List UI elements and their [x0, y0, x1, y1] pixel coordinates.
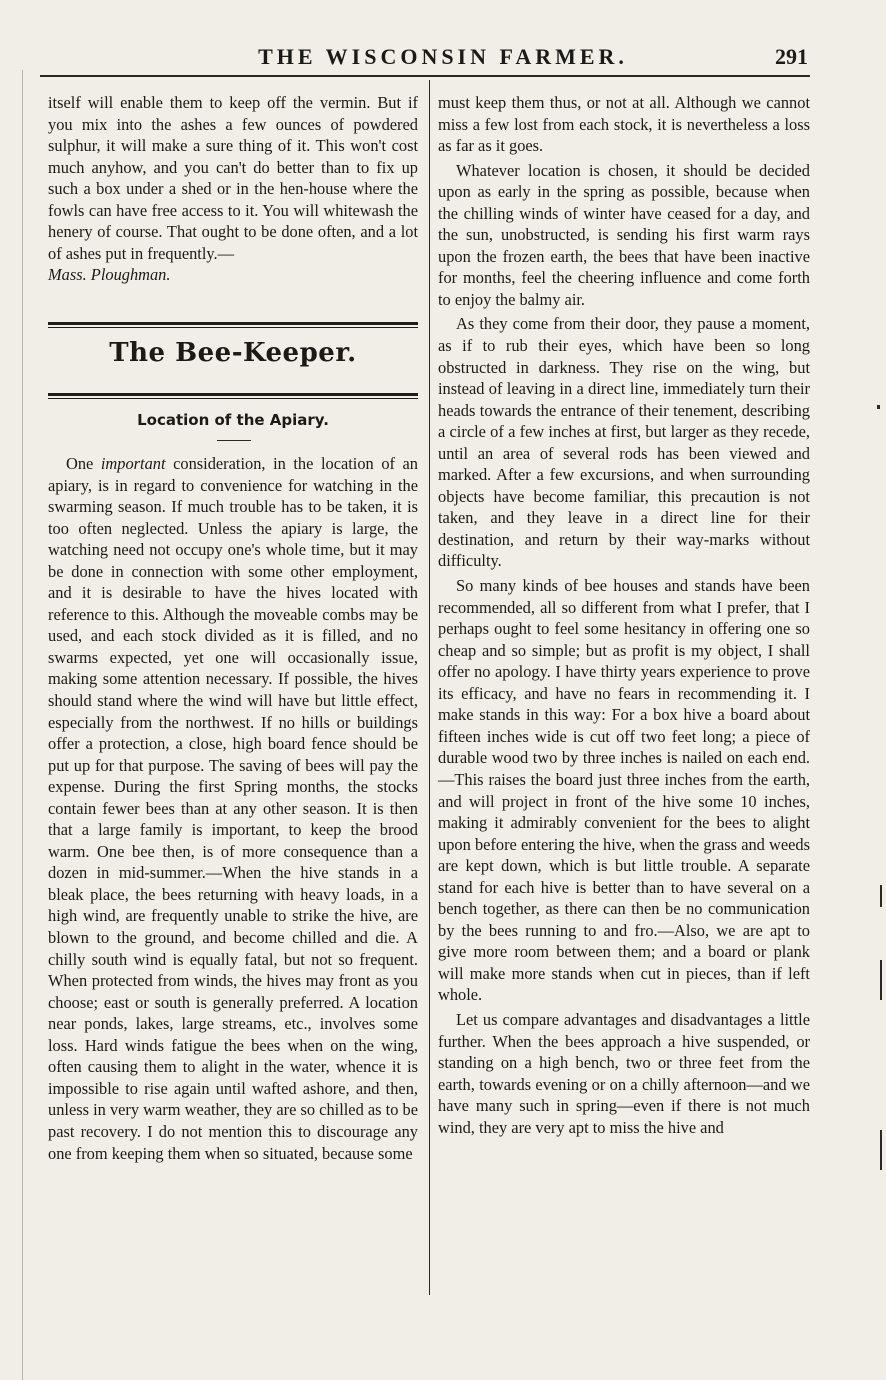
article-text-rest: consideration, in the location of an apiary, is in regard to convenience for watching in the swarming season. If much trouble has to be taken, it is too often neglected. Unless the apiary is large, the watching need not occupy one's whole time, but it may be done in connection with some other employment, and it is desirable to have the hives located with reference to this. Although the moveable combs may be used, and each stock divided as it is filled, and no swarms expected, yet one will occasionally issue, making some attention necessary. If possible, the hives should stand where the wind will have but little effect, especially from the northwest. If no hills or buildings offer a protection, a close, high board fence should be put up for that purpose. The saving of bees will pay the expense. During the first Spring months, the stocks contain fewer bees than at any other season. It is then that a large family is important, to keep the brood warm. One bee then, is of more consequence than a dozen in mid-summer.—When the hive stands in a bleak place, the bees returning with heavy loads, in a high wind, are frequently unable to strike the hive, are blown to the ground, and become chilled and die. A chilly south wind is equally fatal, but not so frequent. When protected from winds, the hives may front as you choose; east or south is generally preferred. A location near ponds, lakes, large streams, etc., involves some loss. Hard winds fatigue the bees when on the wing, often causing them to alight in the water, whence it is impossible to rise again until wafted ashore, and then, unless in very warm weather, they are so chilled as to be past recovery. I do not mention this to discourage any one from keeping them when so situated, because some — [48, 454, 418, 1163]
article-text-start: One — [66, 454, 101, 473]
margin-speck — [880, 885, 882, 907]
page-header — [0, 44, 886, 74]
article-title: Location of the Apiary. — [137, 411, 329, 429]
left-column-intro — [48, 92, 418, 286]
article-paragraph — [48, 453, 418, 1164]
section-rule-top — [48, 322, 418, 328]
left-column-article — [48, 453, 418, 1164]
intro-text: itself will enable them to keep off the vermin. But if you mix into the ashes a few ounces of powdered sulphur, it will make a sure thing of it. This won't cost much anyhow, and you can't do better than to fix up such a box under a shed or in the hen-house where the fowls can have free access to it. You will whitewash the henery of course. That ought to be done often, and a lot of ashes put in frequently.— — [48, 93, 418, 263]
margin-speck — [880, 1130, 882, 1170]
attribution: Mass. Ploughman. — [48, 265, 171, 285]
right-paragraph-5: Let us compare advantages and disadvantages a little further. When the bees approach a hive suspended, or standing on a high bench, two or three feet from the earth, towards evening or on a chilly afternoon—and we have many such in spring—even if there is not much wind, they are very apt to miss the hive and — [438, 1009, 810, 1137]
journal-title: THE WISCONSIN FARMER. — [258, 44, 628, 69]
margin-speck — [877, 405, 880, 409]
article-title-rule — [217, 440, 251, 441]
margin-speck — [880, 960, 882, 1000]
right-column — [438, 92, 810, 1138]
right-paragraph-1: must keep them thus, or not at all. Although we cannot miss a few lost from each stock, it is nevertheless a loss as far as it goes. — [438, 93, 810, 156]
right-paragraph-4: So many kinds of bee houses and stands have been recommended, all so different from what I prefer, that I perhaps ought to feel some hesitancy in offering one so cheap and so simple; but as profit is my object, I shall offer no apology. I have thirty years experience to prove its efficacy, and have no fears in recommending it. I make stands in this way: For a box hive a board about fifteen inches wide is cut off two feet long; a piece of durable wood two by three inches is nailed on each end.—This raises the board just three inches from the earth, and will project in front of the hive some 10 inches, making it admirably convenient for the bees to alight upon before entering the hive, when the grass and weeds are kept down, which is but little trouble. A separate stand for each hive is better than to have several on a bench together, as there can then be no communication by the bees running to and fro.—Also, we are apt to give more room between them; and a board or plank will make more stands when cut in pieces, than if left whole. — [438, 576, 810, 1005]
page-number: 291 — [775, 44, 808, 69]
header-rule — [40, 75, 810, 77]
column-divider — [429, 80, 430, 1295]
page-edge-line — [22, 70, 23, 1380]
article-emphasis: important — [100, 454, 166, 473]
section-title: The Bee-Keeper. — [109, 338, 357, 368]
right-paragraph-2: Whatever location is chosen, it should be decided upon as early in the spring as possible, because when the chilling winds of winter have ceased for a day, and the sun, unobstructed, is sending his first warm rays upon the frozen earth, the bees that have been inactive for months, feel the cheering influence and come forth to enjoy the balmy air. — [438, 160, 810, 309]
right-paragraph-3: As they come from their door, they pause a moment, as if to rub their eyes, which have been so long obstructed in darkness. They rise on the wing, but instead of leaving in a direct line, immediately turn their heads towards the entrance of their tenement, describing a circle of a few inches at first, but larger as they recede, until an area of several rods has been viewed and marked. After a few excursions, and when surrounding objects have become familiar, this precaution is not taken, and they leave in a direct line for their destination, and return by their way-marks without difficulty. — [438, 314, 810, 571]
section-rule-bottom — [48, 393, 418, 399]
